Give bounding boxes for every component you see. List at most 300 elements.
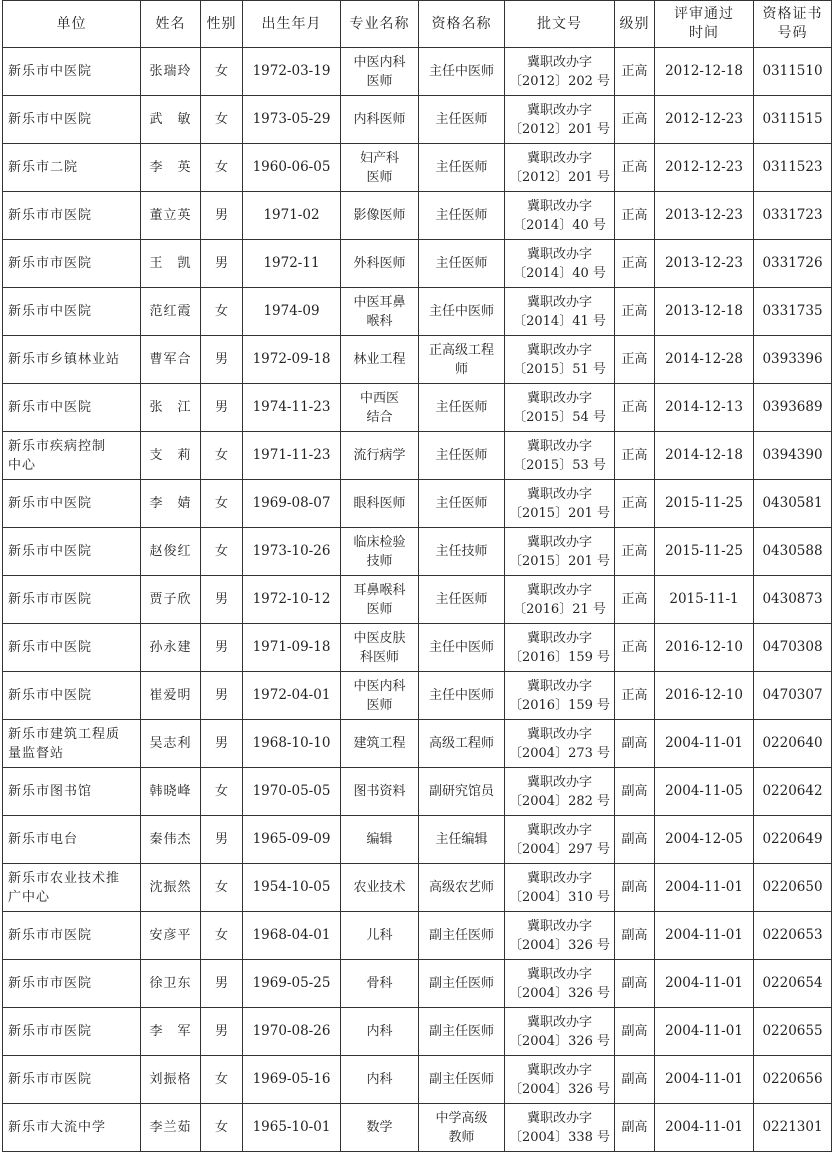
cell-text: 冀职改办字 [526,294,592,310]
cell-text: 眼科医师 [353,496,406,511]
cell-date: 2014-12-28 [655,336,754,384]
cell-sex: 女 [201,912,243,960]
table-row [3,528,832,576]
cell-title [419,864,505,912]
cell-level: 正高 [615,672,655,720]
cell-text: 〔2004〕338 号 [508,1129,611,1145]
cell-date: 2004-11-05 [655,768,754,816]
cell-title [419,624,505,672]
cell-text: 〔2004〕297 号 [508,841,611,857]
header-text: 姓名 [155,15,186,32]
cell-sex: 女 [201,432,243,480]
cell-birth: 1974-11-23 [243,384,341,432]
header-text: 资格证书 [762,6,823,22]
cell-title [419,672,505,720]
cell-text: 主任医师 [435,256,488,271]
cell-doc [505,720,615,768]
cell-text: 副主任医师 [428,1024,494,1039]
cell-text: 量监督站 [8,745,65,761]
cell-doc [505,576,615,624]
cell-doc [505,480,615,528]
cell-major [341,1008,419,1056]
header-text: 性别 [206,15,237,32]
cell-text: 中医内科 [353,678,406,694]
cell-birth: 1970-08-26 [243,1008,341,1056]
cell-level: 正高 [615,480,655,528]
table-row [3,288,832,336]
cell-text: 影像医师 [353,208,406,223]
column-header-doc [505,1,615,48]
cell-text: 医师 [366,697,393,713]
cell-text: 内科 [366,1072,393,1087]
cell-text: 〔2015〕53 号 [513,457,606,473]
cell-cert: 0331735 [754,288,832,336]
cell-text: 新乐市市医院 [8,208,93,223]
cell-text: 新乐市图书馆 [8,784,93,799]
cell-unit [3,432,141,480]
cell-text: 内科医师 [353,112,406,127]
cell-name: 贾子欣 [141,576,201,624]
cell-unit [3,1008,141,1056]
cell-text: 〔2004〕326 号 [508,985,611,1001]
cell-level: 正高 [615,288,655,336]
header-text: 批文号 [537,15,582,32]
cell-title [419,1104,505,1152]
cell-title [419,1056,505,1104]
cell-unit [3,240,141,288]
cell-text: 冀职改办字 [526,246,592,262]
cell-doc [505,96,615,144]
table-body [3,48,832,1152]
cell-name: 王 凯 [141,240,201,288]
cell-name: 李 婧 [141,480,201,528]
cell-text: 主任医师 [435,496,488,511]
cell-unit [3,336,141,384]
cell-birth: 1973-05-29 [243,96,341,144]
cell-text: 林业工程 [353,352,406,367]
cell-text: 新乐市农业技术推 [8,870,121,886]
cell-text: 中心 [8,457,37,473]
cell-name: 曹军合 [141,336,201,384]
table-row [3,144,832,192]
cell-sex: 男 [201,1008,243,1056]
cell-date: 2015-11-25 [655,480,754,528]
cell-unit [3,816,141,864]
cell-cert: 0430588 [754,528,832,576]
cell-text: 〔2012〕201 号 [508,169,611,185]
cell-doc [505,1056,615,1104]
cell-title [419,48,505,96]
cell-birth: 1974-09 [243,288,341,336]
cell-text: 〔2016〕159 号 [508,649,611,665]
cell-sex: 男 [201,672,243,720]
cell-doc [505,864,615,912]
cell-date: 2004-11-01 [655,1056,754,1104]
cell-text: 冀职改办字 [526,630,592,646]
cell-sex: 女 [201,288,243,336]
cell-text: 冀职改办字 [526,966,592,982]
cell-text: 〔2004〕310 号 [508,889,611,905]
cell-birth: 1968-10-10 [243,720,341,768]
cell-date: 2012-12-18 [655,48,754,96]
cell-title [419,192,505,240]
cell-text: 〔2004〕326 号 [508,937,611,953]
cell-title [419,336,505,384]
cell-text: 新乐市市医院 [8,976,93,991]
cell-level: 副高 [615,864,655,912]
column-header-major [341,1,419,48]
table-row [3,480,832,528]
cell-text: 〔2004〕273 号 [508,745,611,761]
cell-text: 冀职改办字 [526,150,592,166]
cell-doc [505,672,615,720]
cell-text: 副主任医师 [428,928,494,943]
cell-text: 临床检验 [353,534,406,550]
cell-major [341,528,419,576]
cell-text: 主任医师 [435,160,488,175]
personnel-table [2,0,832,1152]
cell-major [341,480,419,528]
column-header-name [141,1,201,48]
cell-date: 2013-12-23 [655,240,754,288]
cell-text: 骨科 [366,976,393,991]
cell-name: 李兰茹 [141,1104,201,1152]
cell-text: 数学 [366,1120,393,1135]
cell-text: 冀职改办字 [526,726,592,742]
cell-date: 2016-12-10 [655,672,754,720]
cell-level: 正高 [615,144,655,192]
cell-text: 新乐市市医院 [8,1072,93,1087]
cell-text: 〔2016〕21 号 [513,601,606,617]
cell-name: 秦伟杰 [141,816,201,864]
cell-text: 冀职改办字 [526,1014,592,1030]
cell-text: 〔2014〕40 号 [513,265,606,281]
cell-text: 主任医师 [435,400,488,415]
cell-level: 正高 [615,576,655,624]
cell-text: 新乐市建筑工程质 [8,726,121,742]
cell-cert: 0311515 [754,96,832,144]
cell-unit [3,576,141,624]
cell-name: 武 敏 [141,96,201,144]
cell-sex: 男 [201,576,243,624]
cell-major [341,672,419,720]
table-row [3,576,832,624]
table-row [3,192,832,240]
cell-sex: 女 [201,96,243,144]
cell-title [419,720,505,768]
cell-sex: 男 [201,192,243,240]
cell-major [341,720,419,768]
cell-date: 2013-12-23 [655,192,754,240]
header-text: 时间 [689,25,719,41]
cell-text: 新乐市市医院 [8,928,93,943]
cell-cert: 0220654 [754,960,832,1008]
cell-level: 正高 [615,96,655,144]
cell-text: 科医师 [359,649,399,665]
cell-text: 冀职改办字 [526,582,592,598]
cell-major [341,432,419,480]
cell-doc [505,1104,615,1152]
cell-text: 〔2012〕202 号 [508,73,611,89]
cell-doc [505,48,615,96]
cell-text: 〔2015〕51 号 [513,361,606,377]
cell-unit [3,1104,141,1152]
cell-birth: 1972-10-12 [243,576,341,624]
cell-major [341,912,419,960]
cell-text: 新乐市电台 [8,832,79,847]
cell-cert: 0331726 [754,240,832,288]
cell-major [341,1104,419,1152]
cell-cert: 0470308 [754,624,832,672]
cell-birth: 1971-09-18 [243,624,341,672]
cell-sex: 男 [201,384,243,432]
cell-text: 冀职改办字 [526,1062,592,1078]
cell-text: 新乐市中医院 [8,496,93,511]
cell-title [419,480,505,528]
cell-text: 儿科 [366,928,393,943]
cell-text: 冀职改办字 [526,486,592,502]
cell-cert: 0430581 [754,480,832,528]
table-row [3,816,832,864]
cell-doc [505,384,615,432]
cell-birth: 1965-10-01 [243,1104,341,1152]
cell-unit [3,720,141,768]
cell-unit [3,960,141,1008]
cell-sex: 男 [201,624,243,672]
cell-doc [505,816,615,864]
cell-text: 冀职改办字 [526,678,592,694]
table-row [3,768,832,816]
cell-doc [505,288,615,336]
cell-birth: 1972-04-01 [243,672,341,720]
cell-sex: 女 [201,768,243,816]
cell-unit [3,144,141,192]
cell-level: 正高 [615,192,655,240]
cell-text: 冀职改办字 [526,54,592,70]
cell-level: 副高 [615,912,655,960]
table-row [3,720,832,768]
cell-text: 冀职改办字 [526,102,592,118]
cell-title [419,912,505,960]
cell-title [419,384,505,432]
cell-unit [3,480,141,528]
cell-title [419,240,505,288]
cell-cert: 0220655 [754,1008,832,1056]
cell-cert: 0393689 [754,384,832,432]
cell-level: 副高 [615,816,655,864]
cell-cert: 0221301 [754,1104,832,1152]
cell-major [341,384,419,432]
cell-name: 张瑞玲 [141,48,201,96]
table-row [3,48,832,96]
cell-text: 喉科 [366,313,393,329]
table-row [3,912,832,960]
cell-name: 刘振格 [141,1056,201,1104]
cell-major [341,864,419,912]
header-text: 评审通过 [674,6,734,22]
cell-text: 〔2016〕159 号 [508,697,611,713]
table-row [3,672,832,720]
cell-date: 2012-12-23 [655,96,754,144]
cell-birth: 1970-05-05 [243,768,341,816]
cell-text: 副研究馆员 [428,784,494,799]
cell-birth: 1965-09-09 [243,816,341,864]
cell-text: 教师 [448,1129,475,1145]
cell-unit [3,768,141,816]
cell-cert: 0220649 [754,816,832,864]
cell-title [419,528,505,576]
cell-text: 新乐市市医院 [8,592,93,607]
cell-date: 2015-11-1 [655,576,754,624]
cell-title [419,576,505,624]
cell-cert: 0470307 [754,672,832,720]
cell-text: 新乐市中医院 [8,640,93,655]
cell-text: 〔2015〕54 号 [513,409,606,425]
column-header-unit [3,1,141,48]
cell-birth: 1954-10-05 [243,864,341,912]
cell-doc [505,336,615,384]
cell-text: 中西医 [359,390,399,406]
cell-text: 主任医师 [435,592,488,607]
cell-level: 副高 [615,1008,655,1056]
cell-title [419,960,505,1008]
cell-major [341,960,419,1008]
cell-title [419,816,505,864]
cell-birth: 1972-09-18 [243,336,341,384]
header-text: 资格名称 [431,15,492,32]
cell-text: 冀职改办字 [526,822,592,838]
cell-unit [3,912,141,960]
cell-text: 冀职改办字 [526,774,592,790]
cell-doc [505,624,615,672]
cell-doc [505,960,615,1008]
cell-birth: 1973-10-26 [243,528,341,576]
cell-text: 耳鼻喉科 [353,582,406,598]
cell-text: 新乐市二院 [8,160,79,175]
cell-text: 中学高级 [435,1110,488,1126]
cell-text: 流行病学 [353,448,406,463]
cell-major [341,48,419,96]
cell-text: 主任中医师 [428,688,494,703]
cell-text: 结合 [366,409,393,425]
cell-date: 2004-11-01 [655,960,754,1008]
cell-text: 编辑 [366,832,393,847]
cell-text: 主任中医师 [428,64,494,79]
cell-text: 妇产科 [359,150,399,166]
cell-text: 冀职改办字 [526,438,592,454]
cell-level: 正高 [615,528,655,576]
cell-date: 2004-11-01 [655,1104,754,1152]
cell-text: 主任技师 [435,544,488,559]
cell-text: 副主任医师 [428,1072,494,1087]
cell-cert: 0311523 [754,144,832,192]
cell-text: 正高级工程 [428,342,494,358]
header-text: 号码 [777,25,808,41]
cell-major [341,768,419,816]
cell-text: 新乐市中医院 [8,304,93,319]
cell-date: 2004-12-05 [655,816,754,864]
cell-date: 2012-12-23 [655,144,754,192]
table-row [3,432,832,480]
cell-text: 医师 [366,601,393,617]
table-row [3,1056,832,1104]
cell-title [419,144,505,192]
cell-text: 〔2004〕326 号 [508,1033,611,1049]
cell-birth: 1972-11 [243,240,341,288]
cell-major [341,192,419,240]
cell-date: 2014-12-13 [655,384,754,432]
column-header-birth [243,1,341,48]
cell-text: 〔2012〕201 号 [508,121,611,137]
cell-name: 李 英 [141,144,201,192]
cell-text: 广中心 [8,889,51,905]
cell-sex: 女 [201,480,243,528]
cell-doc [505,144,615,192]
cell-sex: 女 [201,1104,243,1152]
cell-unit [3,384,141,432]
cell-text: 新乐市大流中学 [8,1120,107,1135]
cell-birth: 1972-03-19 [243,48,341,96]
cell-doc [505,768,615,816]
cell-date: 2014-12-18 [655,432,754,480]
cell-name: 吴志利 [141,720,201,768]
table-row [3,864,832,912]
cell-date: 2004-11-01 [655,864,754,912]
cell-unit [3,1056,141,1104]
cell-text: 冀职改办字 [526,342,592,358]
cell-major [341,816,419,864]
cell-text: 冀职改办字 [526,918,592,934]
column-header-sex [201,1,243,48]
cell-cert: 0393396 [754,336,832,384]
cell-date: 2015-11-25 [655,528,754,576]
cell-major [341,576,419,624]
column-header-title [419,1,505,48]
cell-text: 〔2004〕326 号 [508,1081,611,1097]
cell-name: 范红霞 [141,288,201,336]
cell-unit [3,528,141,576]
cell-text: 副主任医师 [428,976,494,991]
cell-level: 副高 [615,1104,655,1152]
cell-name: 孙永建 [141,624,201,672]
cell-level: 正高 [615,240,655,288]
cell-text: 新乐市乡镇林业站 [8,352,121,367]
cell-text: 图书资料 [353,784,406,799]
cell-text: 新乐市中医院 [8,112,93,127]
header-text: 级别 [619,15,650,32]
cell-sex: 女 [201,528,243,576]
cell-unit [3,624,141,672]
cell-text: 新乐市市医院 [8,1024,93,1039]
cell-cert: 0331723 [754,192,832,240]
cell-unit [3,96,141,144]
cell-text: 〔2014〕40 号 [513,217,606,233]
cell-cert: 0311510 [754,48,832,96]
cell-name: 赵俊红 [141,528,201,576]
column-header-level [615,1,655,48]
cell-unit [3,192,141,240]
cell-text: 中医内科 [353,54,406,70]
cell-title [419,96,505,144]
header-text: 专业名称 [349,15,410,32]
cell-date: 2004-11-01 [655,912,754,960]
cell-name: 安彦平 [141,912,201,960]
cell-cert: 0220640 [754,720,832,768]
cell-sex: 女 [201,144,243,192]
cell-sex: 女 [201,1056,243,1104]
header-row [3,1,832,48]
cell-level: 副高 [615,960,655,1008]
